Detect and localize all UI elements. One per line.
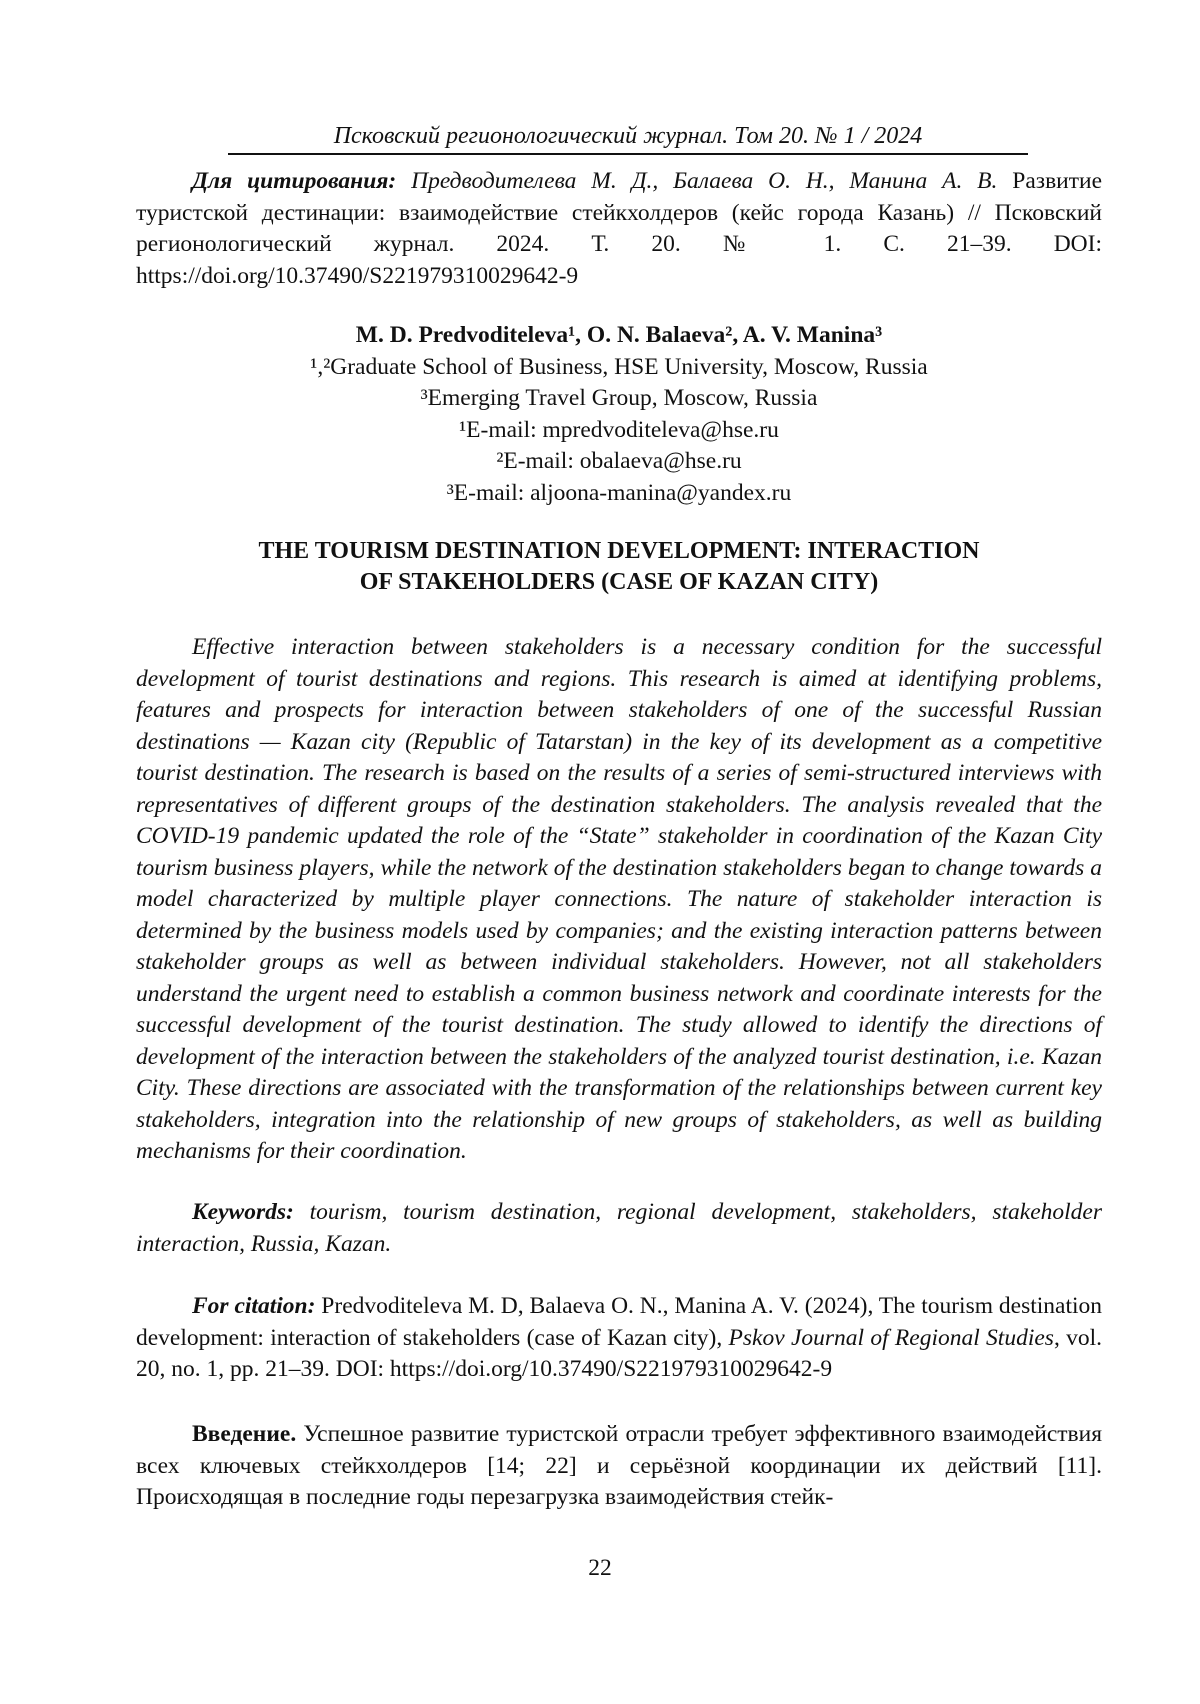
russian-citation-text: Развитие туристской дестинации: взаимодействие стейкхолдеров (кейс города Казань) // Псковский регионологический журнал. 2024. Т. 20. № 1. С. 21–39. DOI: https://doi.org/10.37490/S221979310029642-9 [136,168,1103,289]
article-title-line: OF STAKEHOLDERS (CASE OF KAZAN CITY) [359,569,879,595]
keywords-label: Keywords: [192,1199,294,1225]
running-header: Псковский регионологический журнал. Том 20. № 1 / 2024 [228,121,1028,155]
affiliation-line: ¹,²Graduate School of Business, HSE University, Moscow, Russia [310,353,928,380]
english-citation-journal: Pskov Journal of Regional Studies [728,1324,1054,1351]
introduction-text: Успешное развитие туристской отрасли требует эффективного взаимодействия всех ключевых стейкхолдеров [14; 22] и серьёзной координации их действий [11]. Происходящая в последние годы перезагрузка взаимодействия стейк- [136,1421,1103,1510]
english-citation-text: Predvoditeleva M. D, Balaeva O. N., Manina A. V. (2024), The tourism destination development: interaction of stakeholders (case of Kazan city), [136,1293,1103,1351]
abstract: Effective interaction between stakeholders is a necessary condition for the successful development of tourist destinations and regions. This research is aimed at identifying problems, features and prospects for interaction between stakeholders of one of the successful Russian destinations — Kazan city (Republic of Tatarstan) in the key of its development as a competitive tourist destination. The research is based on the results of a series of semi-structured interviews with representatives of different groups of the destination stakeholders. The analysis revealed that the COVID-19 pandemic updated the role of the “State” stakeholder in coordination of the Kazan City tourism business players, while the network of the destination stakeholders began to change towards a model characterized by multiple player connections. The nature of stakeholder interaction is determined by the business models used by companies; and the existing interaction patterns between stakeholder groups as well as between individual stakeholders. However, not all stakeholders understand the urgent need to establish a common business network and coordinate interests for the successful development of the tourist destination. The study allowed to identify the directions of development of the interaction between the stakeholders of the analyzed tourist destination, i.e. Kazan City. These directions are associated with the transformation of the relationships between current key stakeholders, integration into the relationship of new groups of stakeholders, as well as building mechanisms for their coordination. [136,634,1102,1164]
author-block [136,320,1102,509]
email-line: ³E-mail: aljoona-manina@yandex.ru [446,479,792,506]
english-citation-details: , vol. 20, no. 1, pp. 21–39. DOI: https://doi.org/10.37490/S221979310029642-9 [136,1324,1103,1382]
email-line: ²E-mail: obalaeva@hse.ru [496,448,742,474]
introduction-label: Введение. [192,1421,297,1447]
english-citation-label: For citation: [192,1293,316,1319]
author-names: M. D. Predvoditeleva¹, O. N. Balaeva², A. V. Manina³ [355,322,883,348]
keywords-text: tourism, tourism destination, regional development, stakeholders, stakeholder interaction, Russia, Kazan. [136,1199,1102,1257]
article-title-line: THE TOURISM DESTINATION DEVELOPMENT: INTERACTION [258,538,980,564]
affiliation-line: ³Emerging Travel Group, Moscow, Russia [420,385,818,411]
russian-citation-authors: Предводителева М. Д., Балаева О. Н., Манина А. В. [411,168,998,194]
email-line: ¹E-mail: mpredvoditeleva@hse.ru [459,416,779,443]
russian-citation-label: Для цитирования: [192,168,397,194]
english-citation [136,1291,1102,1386]
introduction-paragraph [136,1419,1102,1514]
keywords [136,1197,1102,1260]
article-title [136,536,1102,598]
page-number: 22 [588,1555,612,1581]
russian-citation [136,166,1102,292]
